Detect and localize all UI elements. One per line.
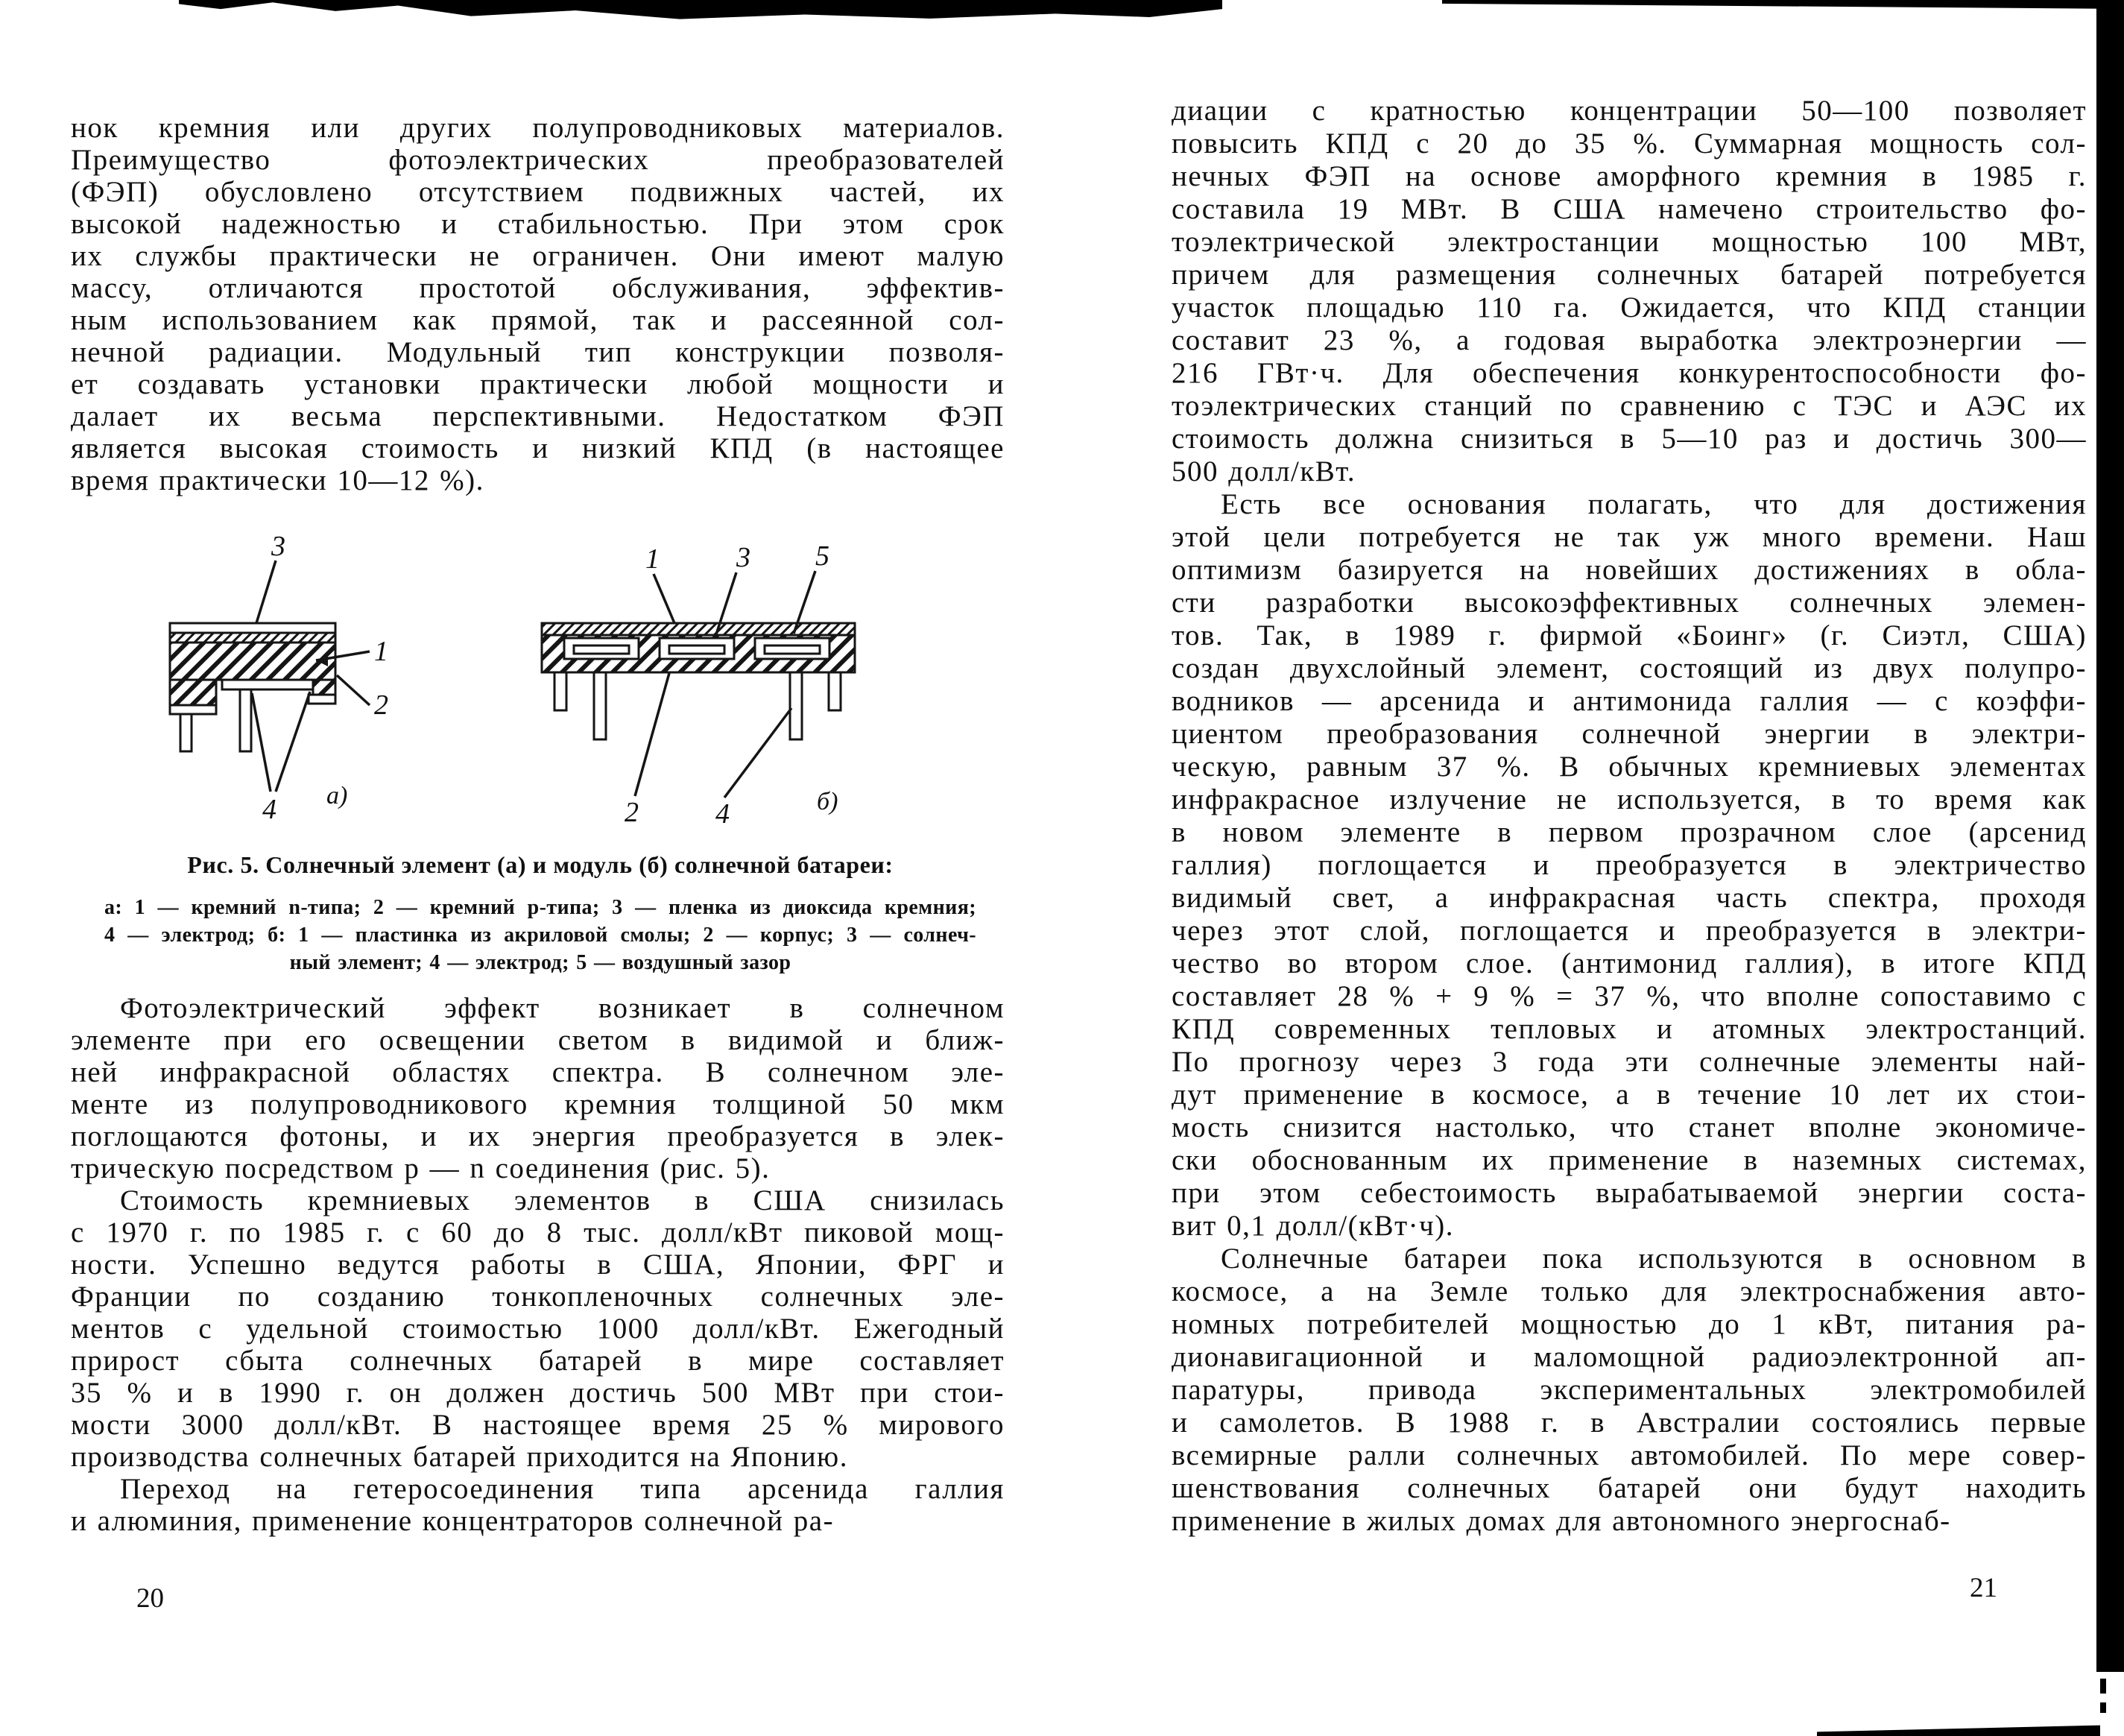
- scan-artifact-right-edge: [2096, 0, 2124, 1672]
- text-line: мости 3000 долл/кВт. В настоящее время 25 % мирового: [71, 1409, 1005, 1441]
- text-line: участок площадью 110 га. Ожидается, что КПД станции: [1172, 291, 2087, 323]
- text-line: и алюминия, применение концентраторов солнечной ра-: [71, 1505, 835, 1537]
- text-line: вит 0,1 долл/(кВт·ч).: [1172, 1210, 1454, 1242]
- figure-5-diagrams: [134, 518, 879, 827]
- text-line: составляет 28 % + 9 % = 37 %, что вполне сопоставимо с: [1172, 980, 2087, 1012]
- right-page-text: [1172, 95, 2087, 1538]
- text-line: шенствования солнечных батарей они будут находить: [1172, 1472, 2087, 1504]
- text-line: КПД современных тепловых и атомных электростанций.: [1172, 1013, 2087, 1045]
- text-line: а: 1 — кремний n-типа; 2 — кремний p-типа; 3 — пленка из диоксида кремния;: [104, 896, 976, 919]
- text-line: далает их весьма перспективными. Недостатком ФЭП: [71, 400, 1005, 432]
- text-line: нок кремния или других полупроводниковых материалов.: [71, 112, 1005, 144]
- left-page-text-lower: [71, 992, 1005, 1537]
- text-line: и самолетов. В 1988 г. в Австралии состоялись первые: [1172, 1407, 2087, 1439]
- text-line: чество во втором слое. (антимонид галлия), в итоге КПД: [1172, 947, 2087, 979]
- figure-label: 4: [262, 794, 276, 825]
- text-line: Стоимость кремниевых элементов в США снизилась: [120, 1184, 1005, 1216]
- text-line: нечных ФЭП на основе аморфного кремния в 1985 г.: [1172, 160, 2087, 192]
- text-line: 216 ГВт·ч. Для обеспечения конкурентоспособности фо-: [1172, 357, 2087, 389]
- text-line: ней инфракрасной областях спектра. В солнечном эле-: [71, 1056, 1005, 1088]
- figure-caption: [104, 851, 976, 976]
- text-line: ет создавать установки практически любой мощности и: [71, 368, 1005, 400]
- paragraph: [1172, 488, 2087, 1243]
- text-line: дионавигационной и маломощной радиоэлектронной ап-: [1172, 1341, 2087, 1373]
- figure-sublabel-b: б): [817, 788, 838, 815]
- paragraph: [71, 1473, 1005, 1537]
- text-line: циентом преобразования солнечной энергии в электри-: [1172, 718, 2087, 750]
- paragraph: [71, 992, 1005, 1184]
- scan-artifact-right-dash: [2100, 1679, 2106, 1694]
- text-line: видимый свет, а инфракрасная часть спектра, проходя: [1172, 882, 2087, 914]
- text-line: Фотоэлектрический эффект возникает в солнечном: [120, 992, 1005, 1024]
- text-line: трическую посредством p — n соединения (рис. 5).: [71, 1152, 771, 1184]
- text-line: повысить КПД с 20 до 35 %. Суммарная мощность сол-: [1172, 127, 2087, 160]
- text-line: создан двухслойный элемент, состоящий из двух полупро-: [1172, 652, 2087, 684]
- text-line: ческую, равным 37 %. В обычных кремниевых элементах: [1172, 751, 2087, 783]
- text-line: паратуры, привода экспериментальных электромобилей: [1172, 1374, 2087, 1406]
- scan-artifact-top-right: [1442, 0, 2124, 10]
- text-line: время практически 10—12 %).: [71, 464, 484, 496]
- text-line: этой цели потребуется не так уж много времени. Наш: [1172, 521, 2087, 553]
- text-line: 500 долл/кВт.: [1172, 455, 1356, 487]
- text-line: Есть все основания полагать, что для достижения: [1221, 488, 2087, 520]
- text-line: космосе, а на Земле только для электроснабжения авто-: [1172, 1275, 2087, 1307]
- paragraph: [71, 1184, 1005, 1473]
- diagram-b-module: [542, 540, 855, 827]
- paragraph: [1172, 1243, 2087, 1538]
- text-line: ски обоснованным их применение в наземных системах,: [1172, 1144, 2087, 1176]
- figure-label: 3: [736, 542, 750, 573]
- text-line: высокой надежностью и стабильностью. При этом срок: [71, 208, 1005, 240]
- text-line: стоимость должна снизиться в 5—10 раз и достичь 300—: [1172, 423, 2087, 455]
- text-line: тов. Так, в 1989 г. фирмой «Боинг» (г. Сиэтл, США): [1172, 619, 2087, 651]
- text-line: является высокая стоимость и низкий КПД (в настоящее: [71, 432, 1005, 464]
- paragraph: [71, 112, 1005, 496]
- figure-label: 5: [815, 540, 829, 572]
- paragraph: [1172, 95, 2087, 488]
- figure-caption-title: Рис. 5. Солнечный элемент (а) и модуль (б) солнечной батареи:: [187, 851, 894, 878]
- text-line: ным использованием как прямой, так и рассеянной сол-: [71, 304, 1005, 336]
- text-line: оптимизм базируется на новейших достижениях в обла-: [1172, 554, 2087, 586]
- text-line: элементе при его освещении светом в видимой и ближ-: [71, 1024, 1005, 1056]
- text-line: Солнечные батареи пока используются в основном в: [1221, 1243, 2087, 1275]
- text-line: нечной радиации. Модульный тип конструкции позволя-: [71, 336, 1005, 368]
- page-number-left: 20: [136, 1583, 164, 1614]
- text-line: ности. Успешно ведутся работы в США, Японии, ФРГ и: [71, 1249, 1005, 1281]
- text-line: составила 19 МВт. В США намечено строительство фо-: [1172, 193, 2087, 225]
- text-line: их службы практически не ограничен. Они имеют малую: [71, 240, 1005, 272]
- text-line: тоэлектрических станций по сравнению с ТЭС и АЭС их: [1172, 390, 2087, 422]
- text-line: мость снизится настолько, что станет вполне экономиче-: [1172, 1111, 2087, 1143]
- scan-artifact-bottom-right: [1817, 1724, 2100, 1736]
- text-line: (ФЭП) обусловлено отсутствием подвижных частей, их: [71, 176, 1005, 208]
- text-line: водников — арсенида и антимонида галлия — с коэффи-: [1172, 685, 2087, 717]
- page-number-right: 21: [1970, 1573, 1997, 1603]
- text-line: Преимущество фотоэлектрических преобразователей: [71, 144, 1005, 176]
- scan-artifact-right-dash: [2100, 1702, 2106, 1713]
- text-line: менте из полупроводникового кремния толщиной 50 мкм: [71, 1088, 1005, 1120]
- text-line: ный элемент; 4 — электрод; 5 — воздушный зазор: [289, 951, 791, 974]
- paragraph: [104, 894, 976, 976]
- text-line: в новом элементе в первом прозрачном слое (арсенид: [1172, 816, 2087, 848]
- text-line: поглощаются фотоны, и их энергия преобразуется в элек-: [71, 1120, 1005, 1152]
- text-line: сти разработки высокоэффективных солнечных элемен-: [1172, 587, 2087, 619]
- text-line: всемирные ралли солнечных автомобилей. По мере совер-: [1172, 1439, 2087, 1471]
- text-line: Переход на гетеросоединения типа арсенида галлия: [120, 1473, 1005, 1505]
- text-line: с 1970 г. по 1985 г. с 60 до 8 тыс. долл/кВт пиковой мощ-: [71, 1216, 1005, 1249]
- text-line: ментов с удельной стоимостью 1000 долл/кВт. Ежегодный: [71, 1313, 1005, 1345]
- text-line: дут применение в космосе, а в течение 10 лет их стои-: [1172, 1079, 2087, 1111]
- figure-label: 3: [271, 531, 285, 562]
- text-line: производства солнечных батарей приходится на Японию.: [71, 1441, 848, 1473]
- text-line: при этом себестоимость вырабатываемой энергии соста-: [1172, 1177, 2087, 1209]
- figure-label: 1: [645, 543, 660, 575]
- diagram-a-solar-element: [170, 531, 388, 825]
- figure-label: 2: [374, 689, 388, 721]
- text-line: инфракрасное излучение не используется, в то время как: [1172, 783, 2087, 815]
- text-line: массу, отличаются простотой обслуживания, эффектив-: [71, 272, 1005, 304]
- text-line: 4 — электрод; б: 1 — пластинка из акриловой смолы; 2 — корпус; 3 — солнеч-: [104, 924, 976, 947]
- text-line: применение в жилых домах для автономного энергоснаб-: [1172, 1505, 1951, 1537]
- text-line: галлия) поглощается и преобразуется в электричество: [1172, 849, 2087, 881]
- scan-artifact-top-left: [179, 0, 1222, 20]
- text-line: составит 23 %, а годовая выработка электроэнергии —: [1172, 324, 2087, 356]
- figure-caption-legend: [104, 894, 976, 976]
- text-line: По прогнозу через 3 года эти солнечные элементы най-: [1172, 1046, 2087, 1078]
- figure-label: 1: [374, 636, 388, 667]
- figure-label: 4: [715, 798, 730, 827]
- left-page-text-upper: [71, 112, 1005, 496]
- text-line: через этот слой, поглощается и преобразуется в электри-: [1172, 915, 2087, 947]
- text-line: 35 % и в 1990 г. он должен достичь 500 МВт при стои-: [71, 1377, 1005, 1409]
- text-line: прирост сбыта солнечных батарей в мире составляет: [71, 1345, 1005, 1377]
- text-line: Франции по созданию тонкопленочных солнечных эле-: [71, 1281, 1005, 1313]
- figure-sublabel-a: а): [326, 782, 348, 809]
- text-line: причем для размещения солнечных батарей потребуется: [1172, 259, 2087, 291]
- solar-cell-diagram: [134, 518, 879, 827]
- text-line: диации с кратностью концентрации 50—100 позволяет: [1172, 95, 2087, 127]
- text-line: номных потребителей мощностью до 1 кВт, питания ра-: [1172, 1308, 2087, 1340]
- text-line: тоэлектрической электростанции мощностью 100 МВт,: [1172, 226, 2087, 258]
- figure-label: 2: [625, 797, 639, 827]
